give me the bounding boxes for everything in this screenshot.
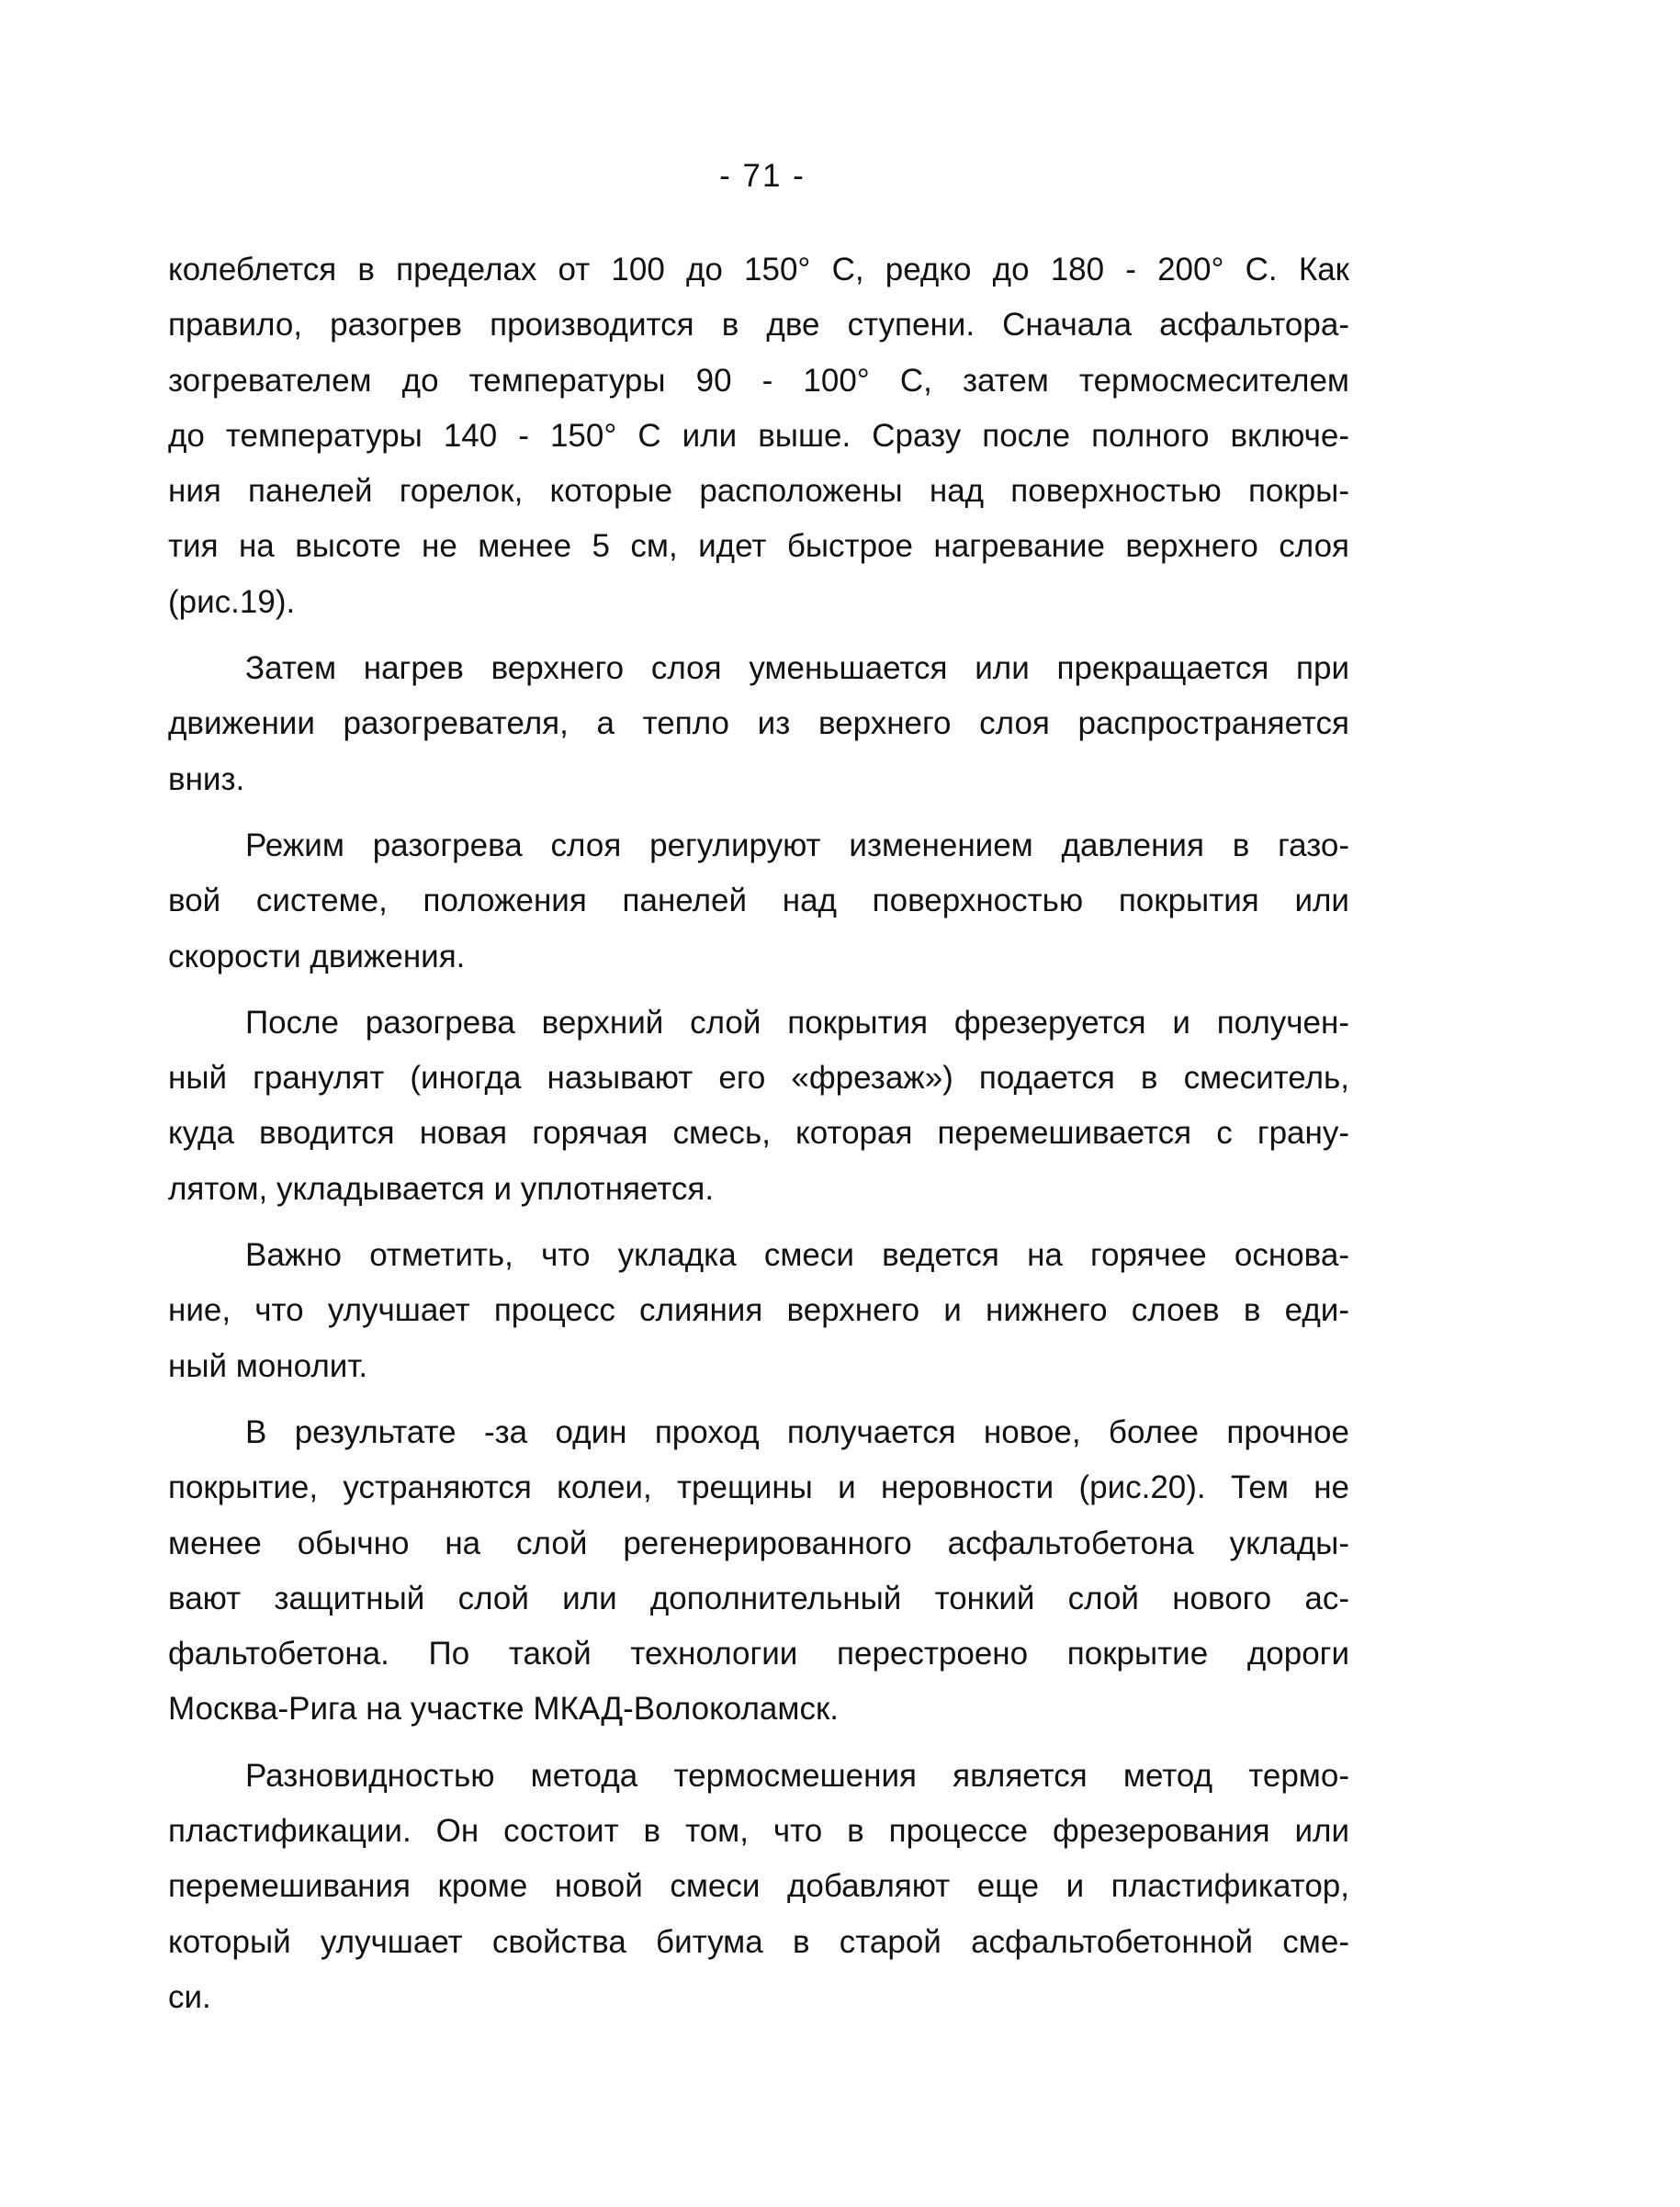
paragraph	[168, 1228, 1349, 1394]
text-line: Москва-Рига на участке МКАД-Волоколамск.	[168, 1691, 839, 1728]
paragraph	[168, 641, 1349, 807]
page-number: - 71 -	[719, 158, 806, 194]
text-line: В результате -за один проход получается новое, более прочное	[245, 1413, 1349, 1450]
paragraph	[168, 1405, 1349, 1738]
body-text	[168, 242, 1349, 2036]
text-line: Разновидностью метода термосмешения является метод термо-	[245, 1757, 1349, 1794]
text-line: вниз.	[168, 760, 245, 797]
text-line: Режим разогрева слоя регулируют изменением давления в газо-	[245, 827, 1349, 863]
text-line: скорости движения.	[168, 938, 466, 974]
text-line: ный монолит.	[168, 1347, 368, 1384]
text-line: зогревателем до температуры 90 - 100° С, затем термосмесителем	[168, 362, 1349, 399]
text-line: фальтобетона. По такой технологии перестроено покрытие дороги	[168, 1636, 1349, 1672]
text-line: менее обычно на слой регенерированного асфальтобетона уклады-	[168, 1525, 1349, 1561]
text-line: тия на высоте не менее 5 см, идет быстрое нагревание верхнего слоя	[168, 528, 1349, 565]
text-line: вой системе, положения панелей над поверхностью покрытия или	[168, 883, 1349, 919]
text-line: правило, разогрев производится в две ступени. Сначала асфальтора-	[168, 307, 1349, 343]
text-line: вают защитный слой или дополнительный тонкий слой нового ас-	[168, 1580, 1349, 1616]
text-line: си.	[168, 1978, 211, 2015]
text-line: Затем нагрев верхнего слоя уменьшается или прекращается при	[245, 650, 1349, 687]
paragraph	[168, 1749, 1349, 2025]
text-line: лятом, укладывается и уплотняется.	[168, 1170, 715, 1207]
text-line: перемешивания кроме новой смеси добавляют еще и пластификатор,	[168, 1868, 1349, 1905]
text-line: колеблется в пределах от 100 до 150° С, редко до 180 - 200° С. Как	[168, 252, 1349, 287]
text-line: до температуры 140 - 150° С или выше. Сразу после полного включе-	[168, 417, 1349, 454]
text-line: покрытие, устраняются колеи, трещины и неровности (рис.20). Тем не	[168, 1469, 1349, 1506]
text-line: движении разогревателя, а тепло из верхнего слоя распространяется	[168, 705, 1349, 742]
paragraph	[168, 818, 1349, 985]
text-line: После разогрева верхний слой покрытия фрезеруется и получен-	[245, 1004, 1349, 1041]
text-line: (рис.19).	[168, 583, 296, 620]
text-line: ния панелей горелок, которые расположены над поверхностью покры-	[168, 473, 1349, 510]
text-line: Важно отметить, что укладка смеси ведется на горячее основа-	[245, 1237, 1349, 1274]
text-line: ный гранулят (иногда называют его «фрезаж») подается в смеситель,	[168, 1060, 1349, 1097]
paragraph	[168, 996, 1349, 1217]
text-line: который улучшает свойства битума в старой асфальтобетонной сме-	[168, 1923, 1349, 1960]
text-line: ние, что улучшает процесс слияния верхнего и нижнего слоев в еди-	[168, 1292, 1349, 1329]
text-line: пластификации. Он состоит в том, что в процессе фрезерования или	[168, 1813, 1349, 1850]
text-line: куда вводится новая горячая смесь, которая перемешивается с грану-	[168, 1115, 1349, 1152]
paragraph	[168, 242, 1349, 630]
